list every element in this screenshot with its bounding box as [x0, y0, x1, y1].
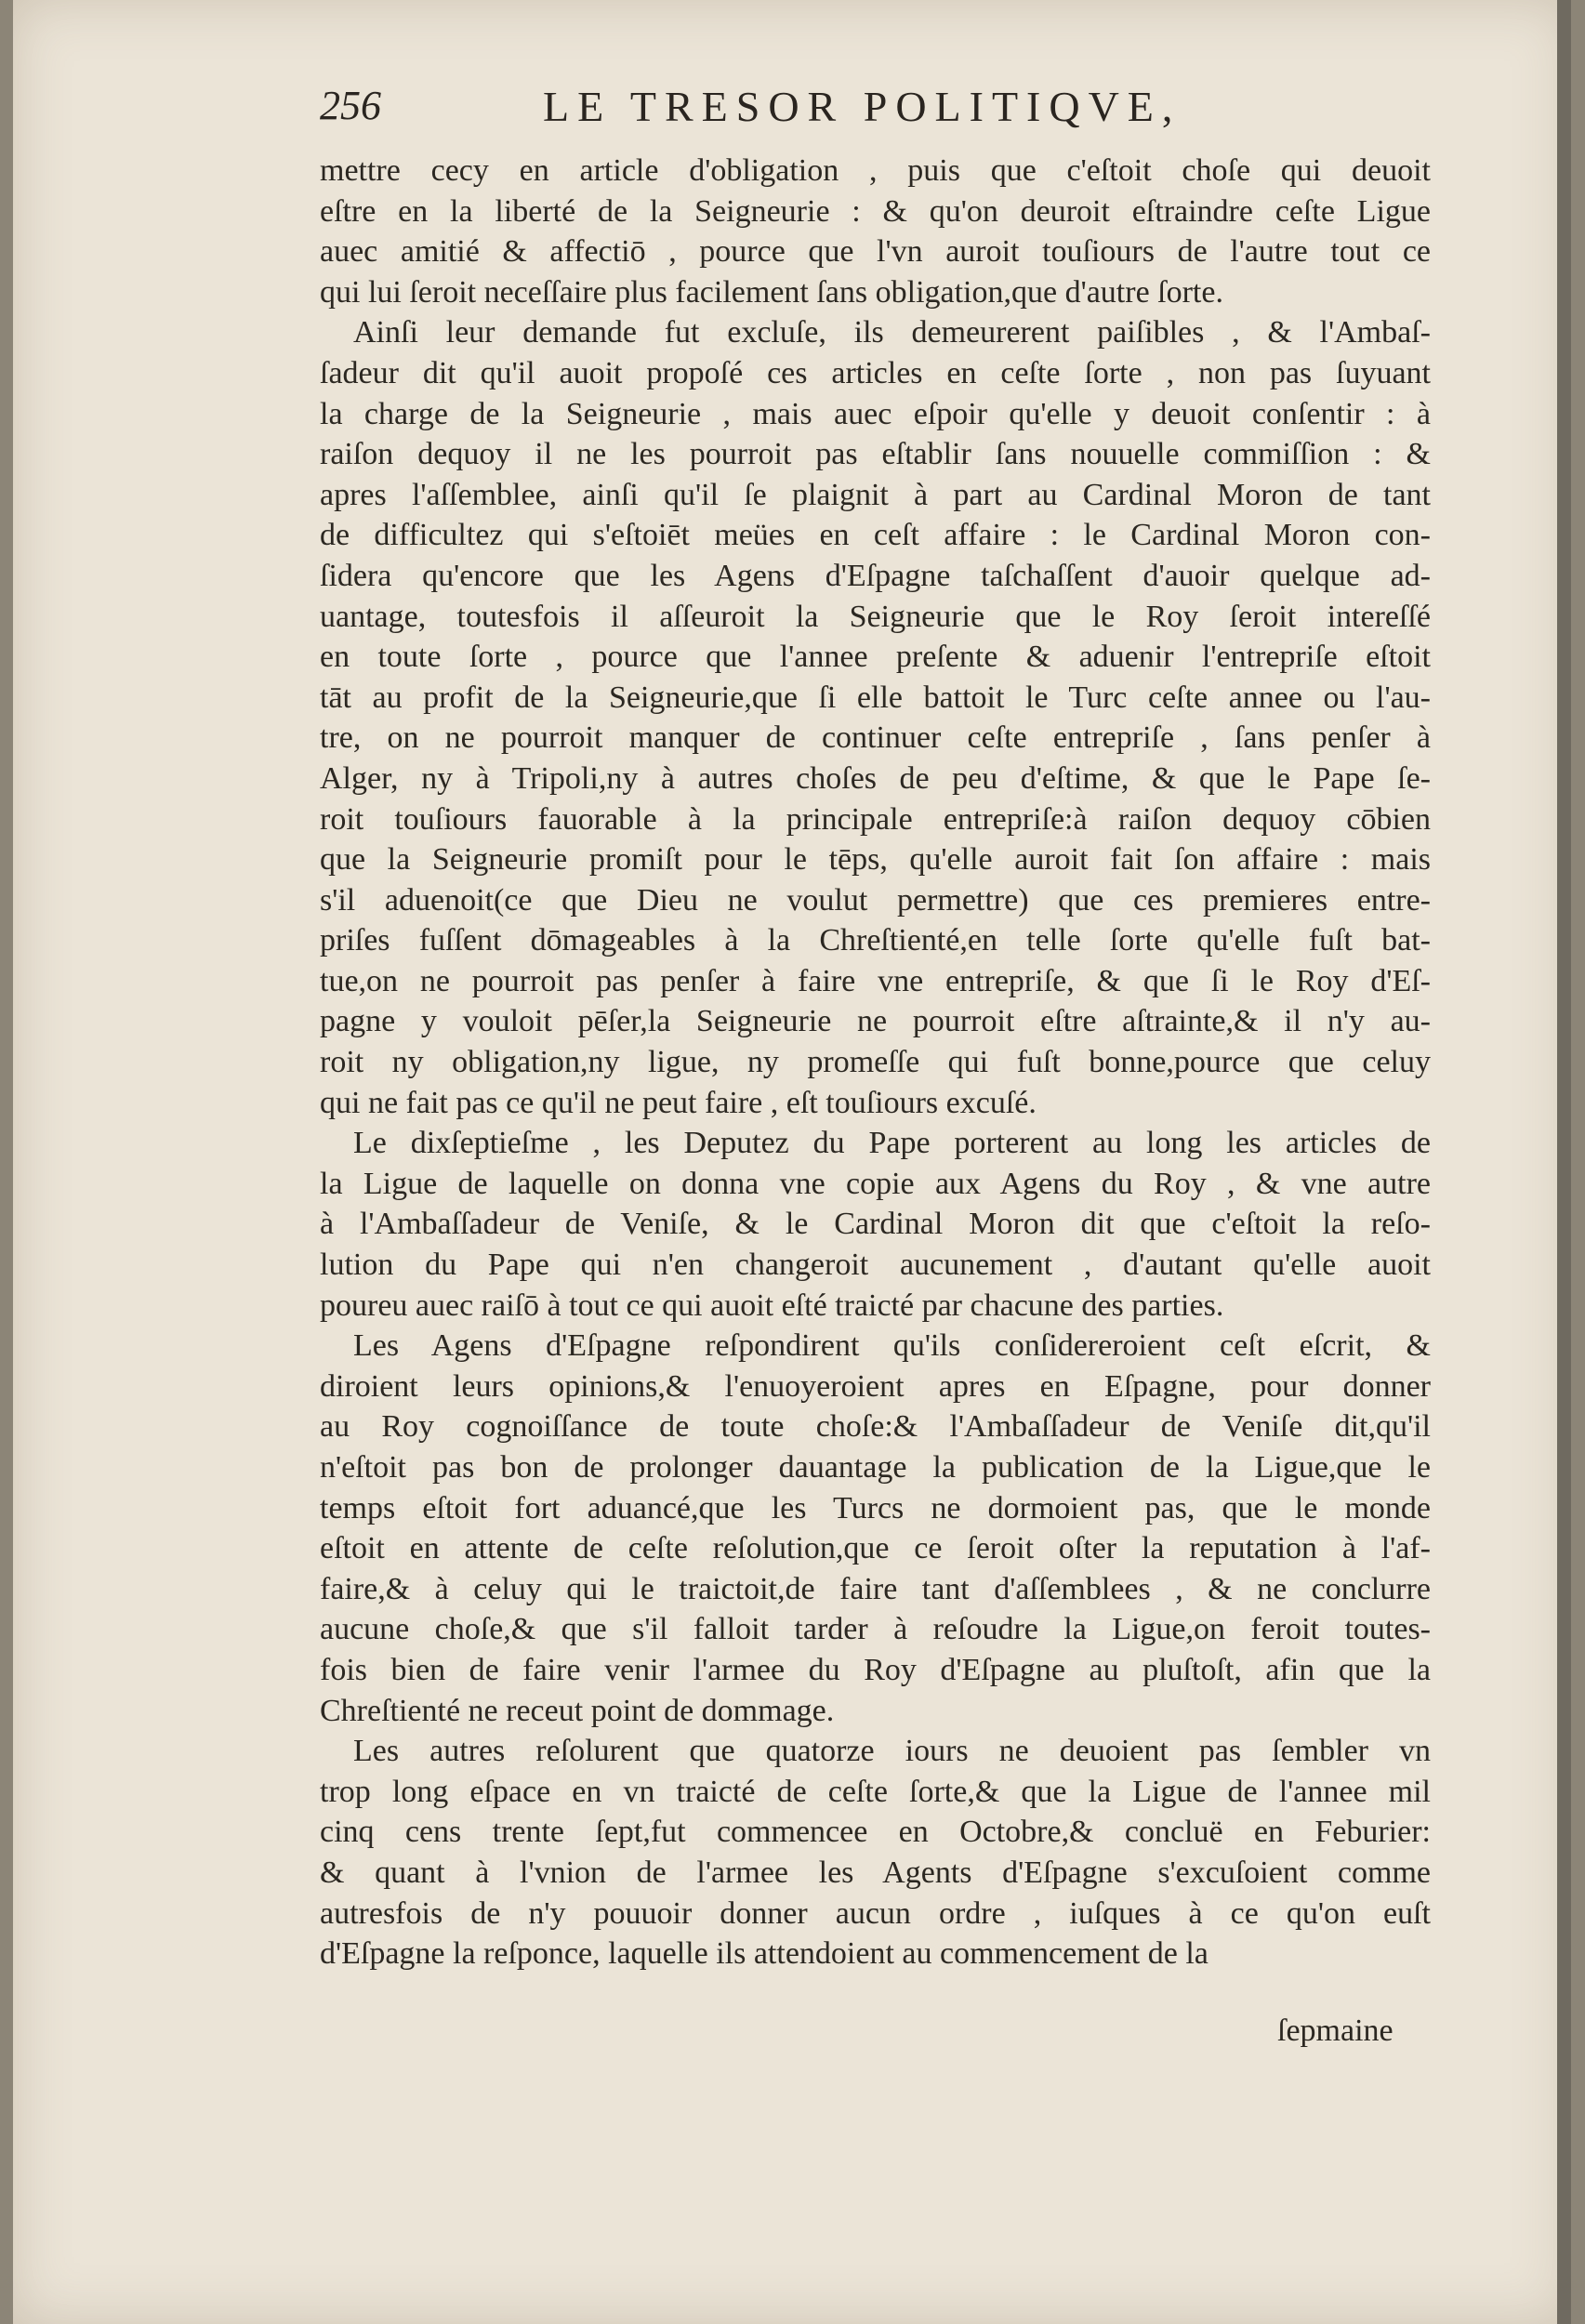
text-line: de difficultez qui s'eſtoiēt meües en ceſt affaire : le Cardinal Moron con- — [320, 518, 1431, 553]
text-line: aucune choſe,& que s'il falloit tarder à reſoudre la Ligue,on feroit toutes- — [320, 1612, 1431, 1647]
text-line: lution du Pape qui n'en changeroit aucunement , d'autant qu'elle auoit — [320, 1248, 1431, 1283]
running-title: LE TRESOR POLITIQVE, — [543, 83, 1182, 130]
text-line: s'il aduenoit(ce que Dieu ne voulut permettre) que ces premieres entre- — [320, 882, 1431, 918]
text-line: auec amitié & affectiō , pource que l'vn auroit touſiours de l'autre tout ce — [320, 234, 1431, 270]
text-line: fois bien de faire venir l'armee du Roy d'Eſpagne au pluſtoſt, afin que la — [320, 1652, 1431, 1687]
page-number: 256 — [320, 83, 381, 128]
text-line: Alger, ny à Tripoli,ny à autres choſes de peu d'eſtime, & que le Pape ſe- — [320, 760, 1431, 796]
text-line: roit ny obligation,ny ligue, ny promeſſe qui fuſt bonne,pource que celuy — [320, 1045, 1431, 1080]
text-line: à l'Ambaſſadeur de Veniſe, & le Cardinal Moron dit que c'eſtoit la reſo- — [320, 1207, 1431, 1242]
text-line: en toute ſorte , pource que l'annee preſente & aduenir l'entrepriſe eſtoit — [320, 640, 1431, 675]
text-line: mettre cecy en article d'obligation , puis que c'eſtoit choſe qui deuoit — [320, 153, 1431, 188]
text-line: tue,on ne pourroit pas penſer à faire vne entrepriſe, & que ſi le Roy d'Eſ- — [320, 963, 1431, 998]
catchword: ſepmaine — [1277, 2014, 1393, 2048]
text-line: eſtoit en attente de ceſte reſolution,que ce ſeroit oſter la reputation à l'af- — [320, 1531, 1431, 1566]
text-line: qui ne fait pas ce qu'il ne peut faire , eſt touſiours excuſé. — [320, 1085, 1037, 1120]
text-line: que la Seigneurie promiſt pour le tēps, qu'elle auroit fait ſon affaire : mais — [320, 842, 1431, 878]
text-line: autresfois de n'y pouuoir donner aucun ordre , iuſques à ce qu'on euſt — [320, 1895, 1431, 1931]
text-line: diroient leurs opinions,& l'enuoyeroient apres en Eſpagne, pour donner — [320, 1368, 1431, 1404]
page — [13, 0, 1571, 2324]
text-line: Le dixſeptieſme , les Deputez du Pape porterent au long les articles de — [353, 1126, 1431, 1161]
text-line: eſtre en la liberté de la Seigneurie : & qu'on deuroit eſtraindre ceſte Ligue — [320, 193, 1431, 229]
text-line: faire,& à celuy qui le traictoit,de faire tant d'aſſemblees , & ne conclurre — [320, 1571, 1431, 1606]
text-line: poureu auec raiſō à tout ce qui auoit eſté traicté par chacune des parties. — [320, 1287, 1224, 1323]
text-line: Ainſi leur demande fut excluſe, ils demeurerent paiſibles , & l'Ambaſ- — [353, 315, 1431, 350]
text-line: roit touſiours fauorable à la principale entrepriſe:à raiſon dequoy cōbien — [320, 801, 1431, 837]
text-line: temps eſtoit fort aduancé,que les Turcs ne dormoient pas, que le monde — [320, 1490, 1431, 1525]
text-line: trop long eſpace en vn traicté de ceſte ſorte,& que la Ligue de l'annee mil — [320, 1774, 1431, 1809]
text-line: la Ligue de laquelle on donna vne copie aux Agens du Roy , & vne autre — [320, 1166, 1431, 1201]
text-line: raiſon dequoy il ne les pourroit pas eſtablir ſans nouuelle commiſſion : & — [320, 437, 1431, 472]
text-line: au Roy cognoiſſance de toute choſe:& l'Ambaſſadeur de Veniſe dit,qu'il — [320, 1409, 1431, 1445]
text-line: n'eſtoit pas bon de prolonger dauantage la publication de la Ligue,que le — [320, 1450, 1431, 1485]
text-line: & quant à l'vnion de l'armee les Agents d'Eſpagne s'excuſoient comme — [320, 1855, 1431, 1890]
text-line: d'Eſpagne la reſponce, laquelle ils attendoient au commencement de la — [320, 1936, 1209, 1972]
text-line: ſidera qu'encore que les Agens d'Eſpagne taſchaſſent d'auoir quelque ad- — [320, 558, 1431, 593]
text-line: pagne y vouloit pēſer,la Seigneurie ne pourroit eſtre aſtrainte,& il n'y au- — [320, 1004, 1431, 1039]
text-line: Les autres reſolurent que quatorze iours ne deuoient pas ſembler vn — [353, 1734, 1431, 1769]
text-line: tāt au profit de la Seigneurie,que ſi elle battoit le Turc ceſte annee ou l'au- — [320, 680, 1431, 715]
text-line: Les Agens d'Eſpagne reſpondirent qu'ils conſidereroient ceſt eſcrit, & — [353, 1328, 1431, 1364]
text-line: uantage, toutesfois il aſſeuroit la Seigneurie que le Roy ſeroit intereſſé — [320, 599, 1431, 634]
text-line: priſes fuſſent dōmageables à la Chreſtienté,en telle ſorte qu'elle fuſt bat- — [320, 923, 1431, 958]
text-line: ſadeur dit qu'il auoit propoſé ces articles en ceſte ſorte , non pas ſuyuant — [320, 355, 1431, 390]
text-line: qui lui ſeroit neceſſaire plus facilement ſans obligation,que d'autre ſorte. — [320, 274, 1223, 310]
page-header — [320, 82, 1435, 147]
page-edge — [1557, 0, 1571, 2324]
text-line: apres l'aſſemblee, ainſi qu'il ſe plaignit à part au Cardinal Moron de tant — [320, 477, 1431, 512]
text-line: tre, on ne pourroit manquer de continuer ceſte entrepriſe , ſans penſer à — [320, 720, 1431, 756]
text-line: cinq cens trente ſept,fut commencee en Octobre,& concluë en Feburier: — [320, 1815, 1431, 1850]
text-line: Chreſtienté ne receut point de dommage. — [320, 1693, 835, 1728]
body-text — [320, 151, 1431, 1974]
text-line: la charge de la Seigneurie , mais auec eſpoir qu'elle y deuoit conſentir : à — [320, 396, 1431, 431]
